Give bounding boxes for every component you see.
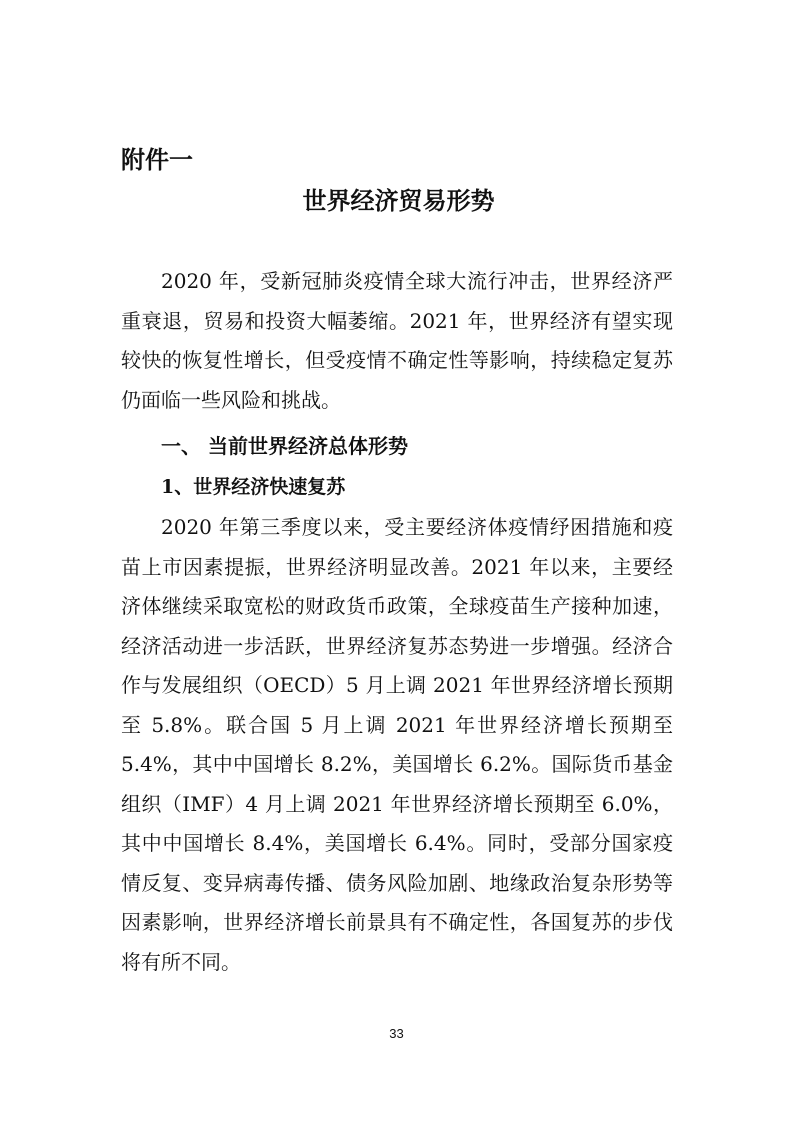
document-title: 世界经济贸易形势	[302, 187, 495, 215]
attachment-label: 附件一	[121, 146, 193, 174]
intro-paragraph: 2020 年，受新冠肺炎疫情全球大流行冲击，世界经济严重衰退，贸易和投资大幅萎缩。2021 年，世界经济有望实现较快的恢复性增长，但受疫情不确定性等影响，持续稳定复苏仍面临一些风险和挑战。	[121, 269, 673, 412]
page-number: 33	[389, 1026, 404, 1041]
subsection-heading: 1、世界经济快速复苏	[161, 476, 346, 498]
section-heading: 一、 当前世界经济总体形势	[161, 434, 408, 458]
body-paragraph: 2020 年第三季度以来，受主要经济体疫情纾困措施和疫苗上市因素提振，世界经济明显改善。2021 年以来，主要经济体继续采取宽松的财政货币政策，全球疫苗生产接种加速，经济活动进一步活跃，世界经济复苏态势进一步增强。经济合作与发展组织（OECD）5 月上调 2021 年世界经济增长预期至 5.8%。联合国 5 月上调 2021 年世界经济增长预期至 5.4%，其中中国增长 8.2%，美国增长 6.2%。国际货币基金组织（IMF）4 月上调 2021 年世界经济增长预期至 6.0%，其中中国增长 8.4%，美国增长 6.4%。同时，受部分国家疫情反复、变异病毒传播、债务风险加剧、地缘政治复杂形势等因素影响，世界经济增长前景具有不确定性，各国复苏的步伐将有所不同。	[121, 515, 673, 974]
